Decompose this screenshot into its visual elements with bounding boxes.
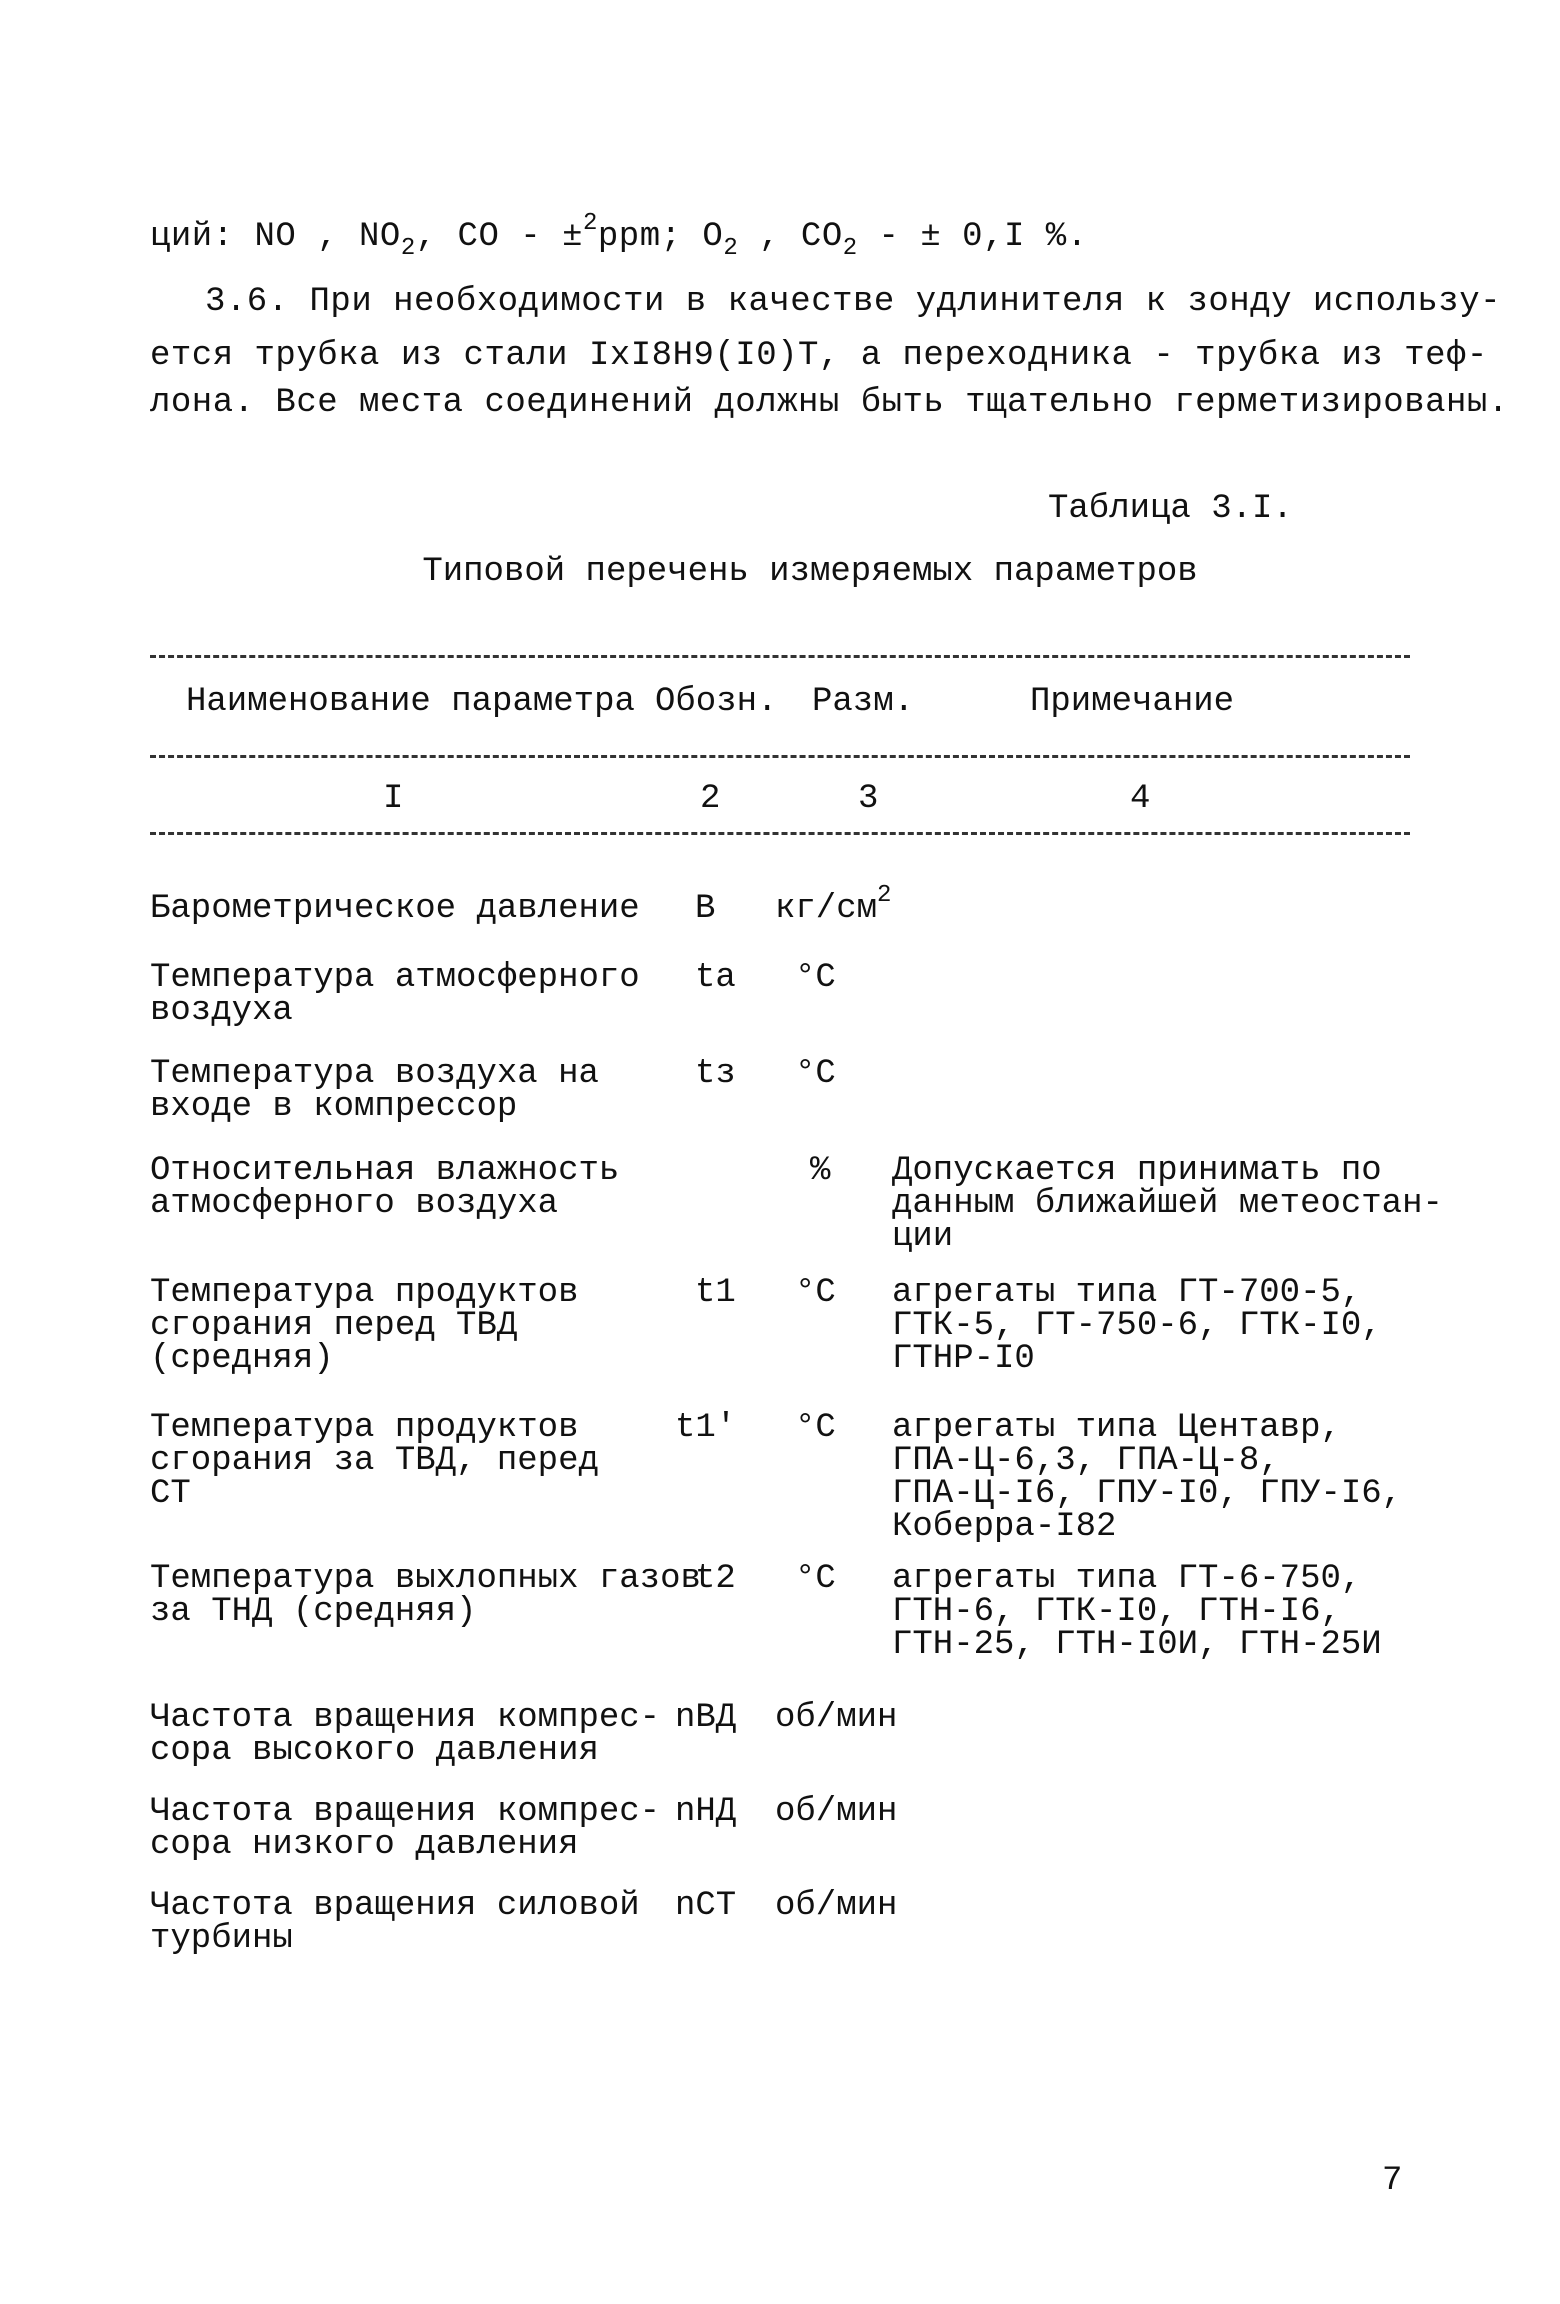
row-6-note: агрегаты типа Центавр, ГПА-Ц-6,3, ГПА-Ц-8, ГПА-Ц-I6, ГПУ-I0, ГПУ-I6, Коберра-I82 (892, 1409, 1403, 1546)
subscript: 2 (400, 235, 416, 262)
row-5-note: агрегаты типа ГТ-700-5, ГТК-5, ГТ-750-6, ГТК-I0, ГТНР-I0 (892, 1274, 1382, 1378)
row-1-name: Барометрическое давление (150, 890, 640, 928)
row-2-unit: °C (795, 959, 836, 997)
paragraph-3-6-line-1: 3.6. При необходимости в качестве удлинителя к зонду использу- (205, 283, 1502, 321)
intro-line-1 (150, 210, 1088, 262)
row-7-note: агрегаты типа ГТ-6-750, ГТН-6, ГТК-I0, ГТН-I6, ГТН-25, ГТН-I0И, ГТН-25И (892, 1560, 1382, 1664)
row-4-note: Допускается принимать по данным ближайшей метеостан- ции (892, 1152, 1443, 1256)
intro-text-c: ppm; O (597, 218, 724, 256)
row-1-unit: $кг/см^2$ (775, 882, 892, 928)
row-8-name: Частота вращения компрес- сора высокого давления (150, 1699, 661, 1770)
row-8-unit: об/мин (775, 1699, 898, 1737)
row-10-unit: об/мин (775, 1887, 898, 1925)
row-3-name: Температура воздуха на входе в компрессор (150, 1055, 599, 1126)
intro-text-b: , CO - ± (415, 218, 583, 256)
header-unit: Разм. (812, 683, 915, 721)
row-6-symbol: t1' (675, 1409, 737, 1447)
row-2-symbol: tа (695, 959, 736, 997)
column-number-2: 2 (700, 780, 721, 818)
subscript: 2 (723, 235, 739, 262)
row-9-symbol: nНД (675, 1793, 737, 1831)
table-rule-bottom (150, 832, 1410, 835)
row-5-unit: °C (795, 1274, 836, 1312)
row-9-name: Частота вращения компрес- сора низкого давления (150, 1793, 661, 1864)
row-7-symbol: t2 (695, 1560, 736, 1598)
header-note: Примечание (1030, 683, 1235, 721)
row-6-name: Температура продуктов сгорания за ТВД, перед СТ (150, 1409, 599, 1513)
row-5-symbol: t1 (695, 1274, 736, 1312)
subscript: 2 (842, 235, 858, 262)
paragraph-3-6-line-3: лона. Все места соединений должны быть тщательно герметизированы. (150, 384, 1509, 422)
header-symbol: Обозн. (655, 683, 778, 721)
superscript: 2 (582, 210, 598, 237)
table-rule-top (150, 655, 1410, 658)
row-2-name: Температура атмосферного воздуха (150, 959, 640, 1030)
row-4-name: Относительная влажность атмосферного воздуха (150, 1152, 620, 1223)
row-3-unit: °C (795, 1055, 836, 1093)
row-9-unit: об/мин (775, 1793, 898, 1831)
paragraph-3-6-line-2: ется трубка из стали IxI8H9(I0)T, а переходника - трубка из теф- (150, 337, 1488, 375)
intro-text-a: ций: NO , NO (150, 218, 401, 256)
row-10-symbol: nСТ (675, 1887, 737, 1925)
row-3-symbol: tз (695, 1055, 736, 1093)
column-number-1: I (383, 780, 404, 818)
unit-superscript: 2 (877, 882, 892, 909)
row-8-symbol: nВД (675, 1699, 737, 1737)
row-4-unit: % (810, 1152, 831, 1190)
column-number-3: 3 (858, 780, 879, 818)
table-number: Таблица 3.I. (1048, 490, 1293, 528)
row-10-name: Частота вращения силовой турбины (150, 1887, 640, 1958)
table-title: Типовой перечень измеряемых параметров (422, 553, 1198, 591)
row-7-unit: °C (795, 1560, 836, 1598)
row-1-symbol: B (695, 890, 716, 928)
intro-text-d: , CO (738, 218, 843, 256)
intro-text-e: - ± 0,I %. (857, 218, 1088, 256)
table-rule-mid (150, 755, 1410, 758)
header-name: Наименование параметра (186, 683, 635, 721)
row-6-unit: °C (795, 1409, 836, 1447)
column-number-4: 4 (1130, 780, 1151, 818)
page-number: 7 (1382, 2162, 1403, 2200)
row-7-name: Температура выхлопных газов за ТНД (средняя) (150, 1560, 701, 1631)
row-5-name: Температура продуктов сгорания перед ТВД (средняя) (150, 1274, 579, 1378)
